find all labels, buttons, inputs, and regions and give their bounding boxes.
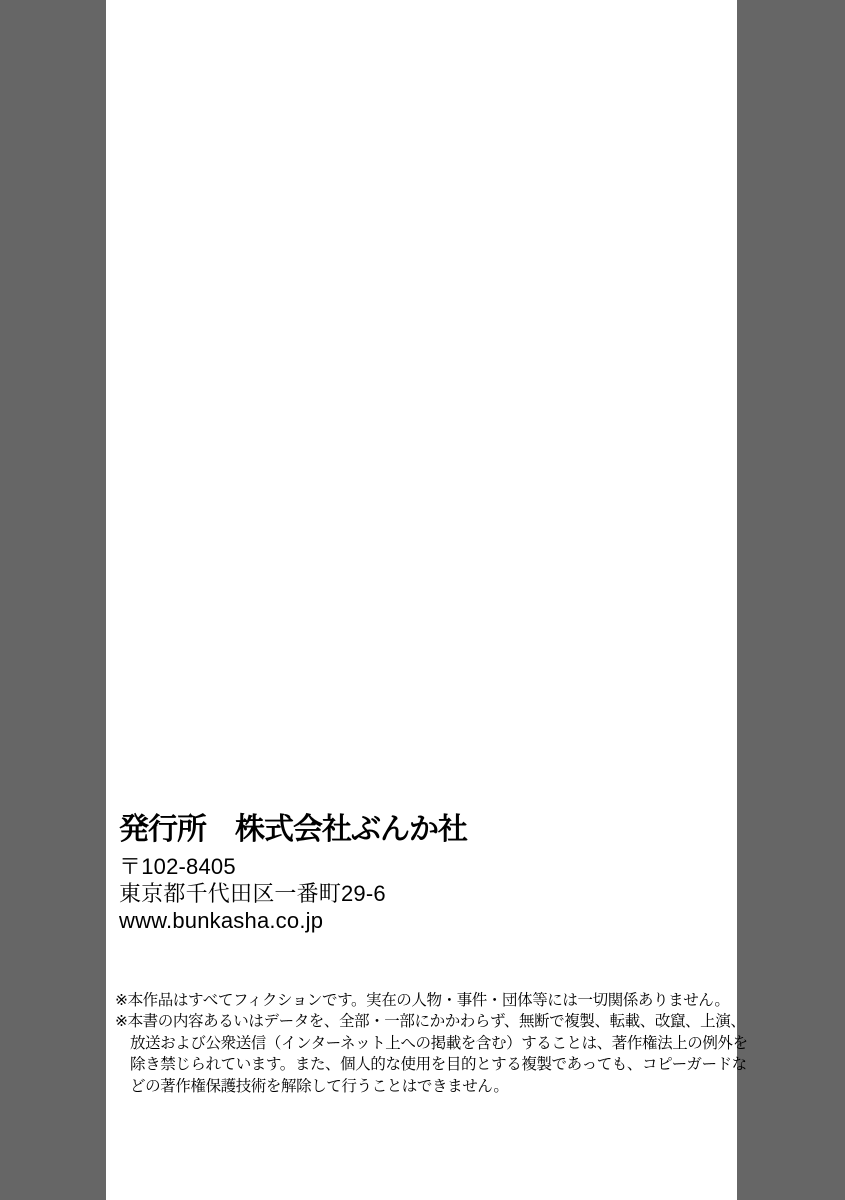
disclaimer-line-copyright-4: どの著作権保護技術を解除して行うことはできません。 <box>130 1077 509 1095</box>
disclaimer-line-copyright-3: 除き禁じられています。また、個人的な使用を目的とする複製であっても、コピーガードな <box>130 1056 747 1074</box>
publisher-name: 発行所 株式会社ぶんか社 <box>119 813 467 846</box>
disclaimer-notes <box>115 990 748 1097</box>
publisher-website: www.bunkasha.co.jp <box>119 908 324 933</box>
disclaimer-line-copyright-1: ※本書の内容あるいはデータを、全部・一部にかかわらず、無断で複製、転載、改竄、上演、 <box>115 1013 746 1031</box>
publisher-info <box>119 810 467 934</box>
disclaimer-line-copyright-2: 放送および公衆送信（インターネット上への掲載を含む）することは、著作権法上の例外を <box>130 1034 748 1052</box>
publisher-postal-code: 〒102-8405 <box>119 854 236 879</box>
disclaimer-line-fiction-notice: ※本作品はすべてフィクションです。実在の人物・事件・団体等には一切関係ありません。 <box>115 992 730 1009</box>
publisher-address: 東京都千代田区一番町29-6 <box>119 881 386 906</box>
colophon-page <box>106 0 748 1200</box>
